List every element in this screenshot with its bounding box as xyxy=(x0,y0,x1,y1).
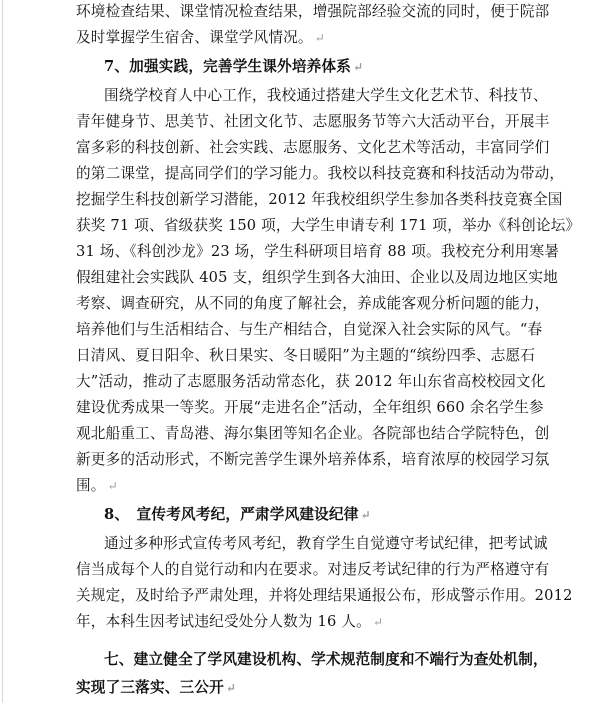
section-heading-line xyxy=(104,505,371,525)
text-line xyxy=(76,216,580,236)
line-text: 培养他们与生活相结合、与生产相结合，自觉深入社会实际的风气。“春 xyxy=(76,321,543,338)
text-line xyxy=(104,534,548,554)
text-line xyxy=(76,346,535,366)
line-text: 假组建社会实践队 405 支，组织学生到各大油田、企业以及周边地区实地 xyxy=(76,269,558,286)
line-text: 建设优秀成果一等奖。开展“走进名企”活动，全年组织 660 余名学生参 xyxy=(76,399,544,416)
text-line xyxy=(76,190,563,210)
section-heading-line xyxy=(104,650,548,670)
text-line xyxy=(76,294,549,314)
line-text: 围。 xyxy=(76,477,106,494)
line-text: 观北船重工、青岛港、海尔集团等知名企业。各院部也结合学院特色，创 xyxy=(76,425,550,442)
paragraph-mark-icon: ↵ xyxy=(107,479,118,493)
text-line xyxy=(76,320,542,340)
text-line xyxy=(76,2,549,22)
text-line xyxy=(76,612,383,632)
line-text: 环境检查结果、课堂情况检查结果，增强院部经验交流的同时，便于院部 xyxy=(76,3,550,20)
line-text: 8、 宣传考风考纪，严肃学风建设纪律 xyxy=(104,506,359,523)
line-text: 实现了三落实、三公开 xyxy=(76,679,224,696)
text-line xyxy=(76,424,549,444)
text-line xyxy=(76,372,546,392)
paragraph-mark-icon: ↵ xyxy=(372,615,384,629)
line-text: 七、建立健全了学风建设机构、学术规范制度和不端行为查处机制， xyxy=(104,651,548,668)
text-line xyxy=(76,138,549,158)
line-text: 日清风、夏日阳伞、秋日果实、冬日暖阳”为主题的“缤纷四季、志愿石 xyxy=(76,347,536,364)
text-line xyxy=(76,28,325,48)
text-line xyxy=(76,450,549,470)
section-heading-line xyxy=(76,678,236,698)
line-text: 考察、调查研究，从不同的角度了解社会，养成能客观分析问题的能力， xyxy=(76,295,550,312)
line-text: 大”活动，推动了志愿服务活动常态化，获 2012 年山东省高校校园文化 xyxy=(76,373,546,390)
line-text: 信当成每个人的自觉行动和内在要求。对违反考试纪律的行为严格遵守有 xyxy=(76,561,550,578)
line-text: 青年健身节、思美节、社团文化节、志愿服务节等六大活动平台，开展丰 xyxy=(76,113,550,130)
line-text: 关规定，及时给予严肃处理，并将处理结果通报公布，形成警示作用。2012 xyxy=(76,587,573,604)
paragraph-mark-icon: ↵ xyxy=(353,60,364,74)
text-line xyxy=(76,112,549,132)
line-text: 围绕学校育人中心工作，我校通过搭建大学生文化艺术节、科技节、 xyxy=(104,87,548,104)
text-line xyxy=(104,86,548,106)
text-line xyxy=(76,560,549,580)
paragraph-mark-icon: ↵ xyxy=(314,31,325,45)
page-margin-rule xyxy=(2,0,3,703)
text-line xyxy=(76,476,118,496)
text-line xyxy=(76,242,559,262)
line-text: 及时掌握学生宿舍、课堂学风情况。 xyxy=(76,29,313,46)
line-text: 富多彩的科技创新、社会实践、志愿服务、文化艺术等活动，丰富同学们 xyxy=(76,139,550,156)
line-text: 获奖 71 项、省级获奖 150 项，大学生申请专利 171 项，举办《科创论坛》 xyxy=(76,217,581,234)
line-text: 年，本科生因考试违纪受处分人数为 16 人。 xyxy=(76,613,371,630)
section-heading-line xyxy=(104,57,363,77)
paragraph-mark-icon: ↵ xyxy=(360,508,371,522)
paragraph-mark-icon: ↵ xyxy=(225,681,237,695)
text-line xyxy=(76,164,564,184)
text-line xyxy=(76,398,544,418)
line-text: 挖掘学生科技创新学习潜能，2012 年我校组织学生参加各类科技竞赛全国 xyxy=(76,191,563,208)
text-line xyxy=(76,586,573,606)
line-text: 的第二课堂，提高同学们的学习能力。我校以科技竞赛和科技活动为带动， xyxy=(76,165,565,182)
line-text: 新更多的活动形式，不断完善学生课外培养体系，培育浓厚的校园学习氛 xyxy=(76,451,550,468)
line-text: 7、加强实践，完善学生课外培养体系 xyxy=(104,58,352,75)
line-text: 通过多种形式宣传考风考纪，教育学生自觉遵守考试纪律，把考试诚 xyxy=(104,535,548,552)
line-text: 31 场、《科创沙龙》23 场，学生科研项目培育 88 项。我校充分利用寒暑 xyxy=(76,243,560,260)
text-line xyxy=(76,268,558,288)
